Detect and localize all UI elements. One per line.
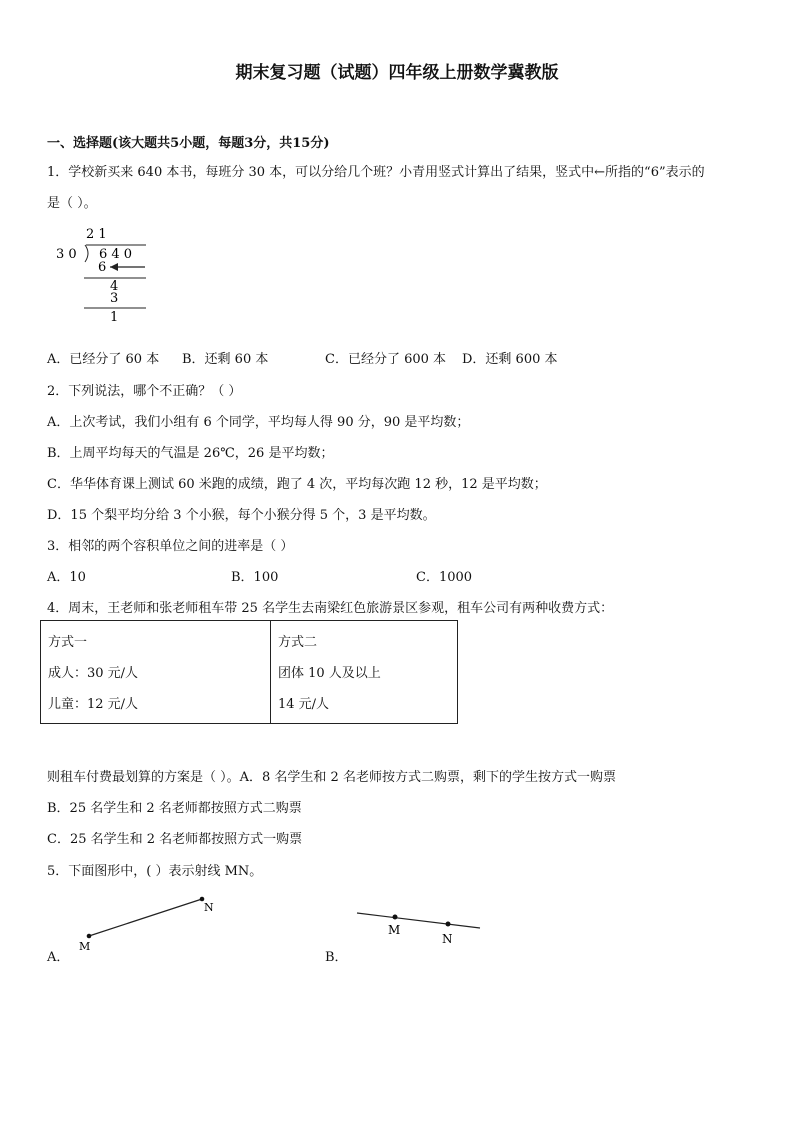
- q2-option-d[interactable]: D．15 个梨平均分给 3 个小猴，每个小猴分得 5 个，3 是平均数。: [47, 508, 436, 523]
- q1-stem-line2: 是（ ）。: [47, 196, 97, 211]
- fee-table: [40, 620, 458, 724]
- q1-option-c[interactable]: C．已经分了 600 本: [325, 352, 447, 367]
- fee-option-two-condition: 团体 10 人及以上: [278, 666, 381, 681]
- left-arrow-icon: [110, 263, 118, 271]
- label-m-b: M: [388, 923, 401, 937]
- q1-option-a[interactable]: A．已经分了 60 本: [47, 352, 160, 367]
- q2-option-c[interactable]: C．华华体育课上测试 60 米跑的成绩，跑了 4 次，平均每次跑 12 秒，12 是平均数；: [47, 477, 547, 492]
- q5-stem: 5．下面图形中，( ）表示射线 MN。: [47, 864, 263, 879]
- long-division-diagram: [50, 222, 160, 330]
- q2-stem: 2．下列说法，哪个不正确？（ ）: [47, 384, 242, 399]
- step2-value: 4: [110, 279, 119, 294]
- divisor: 3 0: [56, 247, 77, 262]
- fee-option-one-cell: [41, 621, 271, 724]
- label-n-a: N: [204, 901, 214, 914]
- q3-option-c[interactable]: C．1000: [416, 570, 473, 585]
- q2-option-a[interactable]: A．上次考试，我们小组有 6 个同学，平均每人得 90 分，90 是平均数；: [47, 415, 470, 430]
- q5-option-a[interactable]: A．: [47, 950, 70, 965]
- q1-option-d[interactable]: D．还剩 600 本: [462, 352, 558, 367]
- q2-option-b[interactable]: B．上周平均每天的气温是 26℃，26 是平均数；: [47, 446, 334, 461]
- q3-option-a[interactable]: A．10: [47, 570, 86, 585]
- q5-option-b[interactable]: B．: [325, 950, 348, 965]
- q1-option-b[interactable]: B．还剩 60 本: [182, 352, 269, 367]
- q4-question-option-a[interactable]: 则租车付费最划算的方案是（ ）。A．8 名学生和 2 名老师按方式二购票，剩下的学生按方式一购票: [47, 770, 616, 785]
- figure-b-line: [350, 900, 490, 950]
- fee-option-one-adult: 成人：30 元/人: [48, 666, 139, 681]
- quotient: 2 1: [86, 227, 107, 242]
- dividend: 6 4 0: [99, 247, 133, 262]
- label-n-b: N: [442, 932, 453, 946]
- q4-option-b[interactable]: B．25 名学生和 2 名老师都按照方式二购票: [47, 801, 302, 816]
- step1-product: 6: [98, 260, 107, 275]
- point-n-b: [446, 922, 451, 927]
- label-m-a: M: [79, 940, 91, 953]
- step3-product: 3: [110, 291, 119, 306]
- fee-option-two-price: 14 元/人: [278, 697, 330, 712]
- q1-stem-line1: 1．学校新买来 640 本书，每班分 30 本，可以分给几个班？小青用竖式计算出了结果，竖式中←所指的“6”表示的: [47, 165, 705, 180]
- fee-option-one-title: 方式一: [48, 635, 88, 650]
- q4-option-c[interactable]: C．25 名学生和 2 名老师都按照方式一购票: [47, 832, 303, 847]
- fee-option-two-cell: [271, 621, 458, 724]
- q3-option-b[interactable]: B．100: [231, 570, 279, 585]
- remainder: 1: [110, 310, 119, 325]
- page-title: 期末复习题（试题）四年级上册数学冀教版: [235, 63, 559, 83]
- figure-a-ray: [70, 890, 230, 960]
- point-m-b: [393, 915, 398, 920]
- fee-option-one-child: 儿童：12 元/人: [48, 697, 139, 712]
- division-bracket: [85, 245, 88, 262]
- q3-stem: 3．相邻的两个容积单位之间的进率是（ ）: [47, 539, 294, 554]
- point-m-a: [87, 934, 92, 939]
- fee-option-two-title: 方式二: [278, 635, 318, 650]
- q4-stem: 4．周末，王老师和张老师租车带 25 名学生去南梁红色旅游景区参观，租车公司有两种收费方式：: [47, 601, 614, 616]
- section-heading: 一、选择题(该大题共5小题，每题3分，共15分): [47, 136, 330, 151]
